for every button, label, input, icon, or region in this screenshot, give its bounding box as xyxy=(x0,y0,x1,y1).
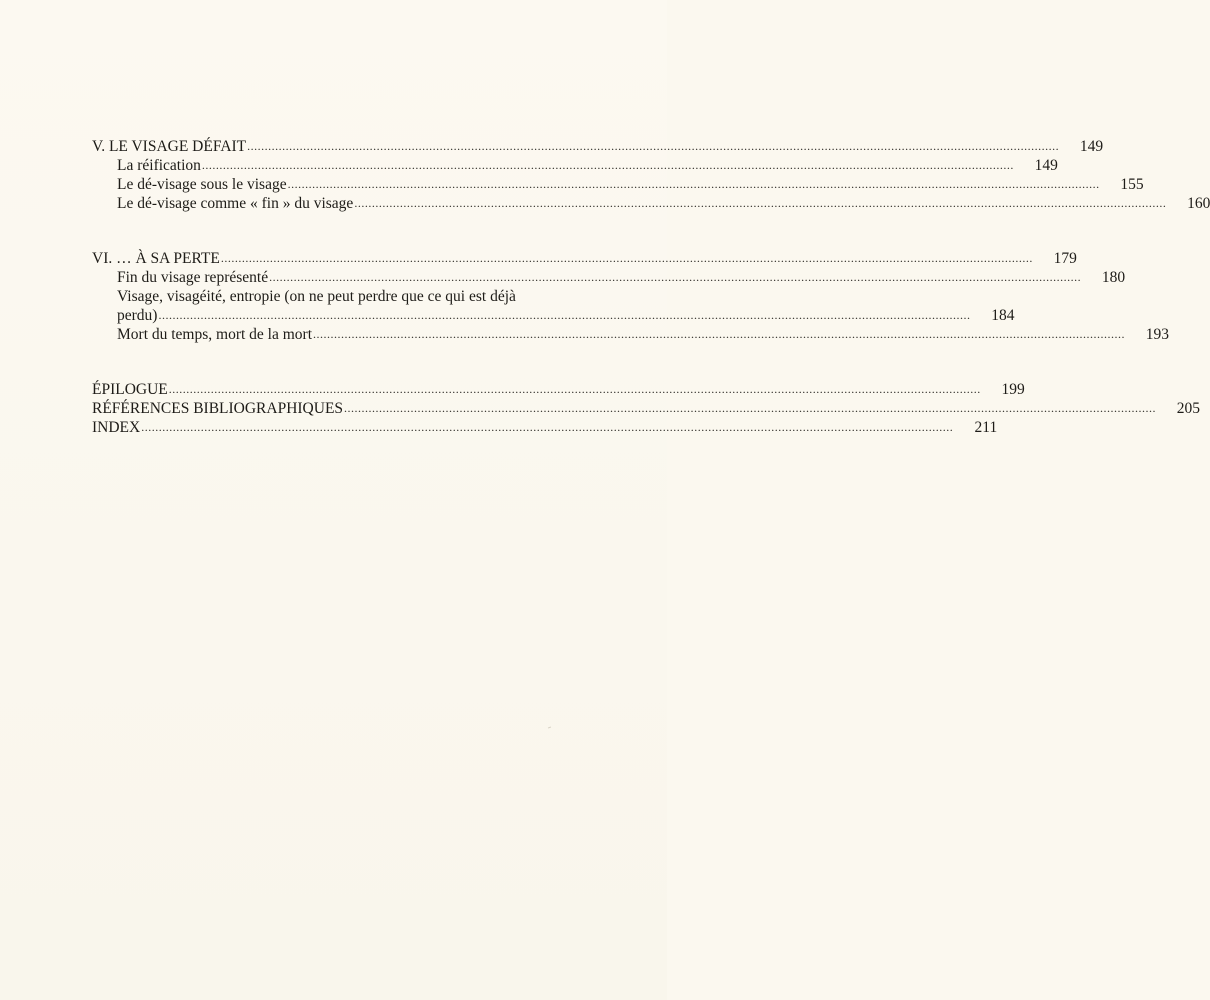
toc-chapter-heading xyxy=(92,137,1104,156)
toc-entry-continuation xyxy=(117,306,1015,325)
toc-entry-label: La réification xyxy=(117,157,201,174)
toc-entry-label: Le dé-visage sous le visage xyxy=(117,176,287,193)
toc-page-number: 184 xyxy=(991,307,1015,324)
toc-chapter-5 xyxy=(92,137,1210,213)
toc-chapter-heading xyxy=(92,249,1077,268)
toc-back-matter xyxy=(92,380,1201,437)
toc-page-number: 149 xyxy=(1034,157,1058,174)
dot-leader xyxy=(202,156,1014,175)
dot-leader xyxy=(221,249,1033,268)
toc-entry-label: Mort du temps, mort de la mort xyxy=(117,326,313,343)
toc-chapter-6 xyxy=(92,249,1170,344)
toc-back-entry xyxy=(92,380,1025,399)
toc-subentry xyxy=(92,194,1210,213)
dot-leader xyxy=(141,418,953,437)
dot-leader xyxy=(247,137,1059,156)
toc-page-number: 179 xyxy=(1053,250,1077,267)
dot-leader xyxy=(169,380,981,399)
toc-entry-label: INDEX xyxy=(92,419,141,436)
toc-entry-label: VI. … À SA PERTE xyxy=(92,250,220,267)
toc-page-number: 211 xyxy=(974,419,998,436)
toc-back-entry xyxy=(92,399,1201,418)
toc-subentry xyxy=(92,325,1170,344)
toc-entry-label: Fin du visage représenté xyxy=(117,269,269,286)
toc-entry-label: V. LE VISAGE DÉFAIT xyxy=(92,138,247,155)
dot-leader xyxy=(313,325,1125,344)
paper-mark xyxy=(548,727,551,729)
toc-page-number: 199 xyxy=(1001,381,1025,398)
toc-page-number: 193 xyxy=(1145,326,1170,343)
toc-back-entry xyxy=(92,418,998,437)
toc-subentry xyxy=(92,156,1058,175)
table-of-contents xyxy=(92,137,1210,437)
toc-entry-label-line2: perdu) xyxy=(117,307,158,324)
toc-entry-label: ÉPILOGUE xyxy=(92,381,168,398)
dot-leader xyxy=(269,268,1081,287)
toc-subentry xyxy=(92,175,1144,194)
toc-entry-label-line1: Visage, visagéité, entropie (on ne peut perdre que ce qui est déjà xyxy=(117,288,516,305)
toc-page-number: 205 xyxy=(1176,400,1201,417)
dot-leader xyxy=(288,175,1100,194)
dot-leader xyxy=(354,194,1166,213)
toc-subentry xyxy=(92,268,1126,287)
toc-page-number: 155 xyxy=(1120,176,1144,193)
toc-page-number: 149 xyxy=(1079,138,1104,155)
toc-page-number: 180 xyxy=(1101,269,1126,286)
toc-subentry-multiline xyxy=(92,287,1015,325)
toc-entry-label: Le dé-visage comme « fin » du visage xyxy=(117,195,354,212)
dot-leader xyxy=(344,399,1156,418)
toc-entry-label: RÉFÉRENCES BIBLIOGRAPHIQUES xyxy=(92,400,344,417)
dot-leader xyxy=(158,306,970,325)
toc-page-number: 160 xyxy=(1187,195,1210,212)
